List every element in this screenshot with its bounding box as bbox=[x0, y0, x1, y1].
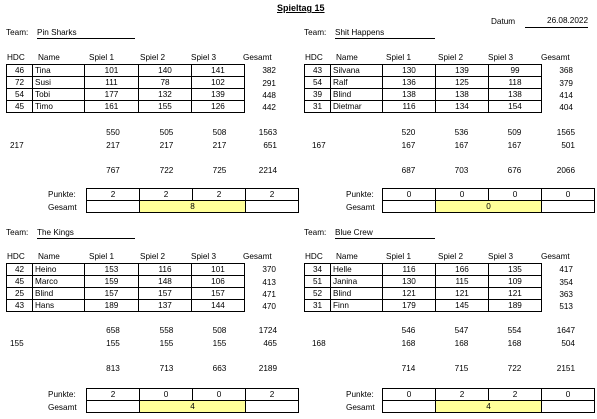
player-game3: 101 bbox=[192, 264, 245, 276]
date-label: Datum bbox=[491, 17, 516, 26]
player-name: Helle bbox=[331, 264, 383, 276]
player-game1: 179 bbox=[383, 300, 436, 312]
header-hdc: HDC bbox=[305, 252, 323, 261]
player-total: 291 bbox=[262, 79, 276, 88]
header-total: Gesamt bbox=[541, 252, 570, 261]
player-game3: 106 bbox=[192, 276, 245, 288]
player-name: Timo bbox=[33, 101, 85, 113]
hdc-game3: 155 bbox=[212, 339, 227, 348]
player-name: Susi bbox=[33, 77, 85, 89]
header-game2: Spiel 2 bbox=[140, 252, 166, 261]
player-game2: 115 bbox=[436, 276, 489, 288]
player-game3: 135 bbox=[489, 264, 542, 276]
team-name: The Kings bbox=[37, 228, 135, 239]
header-hdc: HDC bbox=[7, 252, 25, 261]
points-game1: 0 bbox=[383, 189, 436, 201]
points-total-label: Gesamt bbox=[346, 403, 375, 412]
player-game1: 130 bbox=[383, 276, 436, 288]
scratch-game2: 547 bbox=[454, 326, 469, 335]
header-total: Gesamt bbox=[541, 53, 570, 62]
points-sum-row bbox=[383, 201, 595, 213]
scratch-game1: 546 bbox=[401, 326, 416, 335]
player-game3: 141 bbox=[192, 65, 245, 77]
player-game3: 126 bbox=[192, 101, 245, 113]
final-game2: 703 bbox=[454, 166, 469, 175]
hdc-game1: 217 bbox=[106, 141, 120, 150]
hdc-game1: 168 bbox=[401, 339, 416, 348]
player-hdc: 43 bbox=[305, 65, 331, 77]
hdc-game3: 167 bbox=[507, 141, 522, 150]
final-total: 2151 bbox=[556, 364, 575, 373]
player-total: 382 bbox=[262, 66, 276, 75]
player-game2: 138 bbox=[436, 89, 489, 101]
player-game2: 134 bbox=[436, 101, 489, 113]
page-title: Spieltag 15 bbox=[277, 3, 325, 13]
player-game3: 118 bbox=[489, 77, 542, 89]
player-hdc: 34 bbox=[305, 264, 331, 276]
player-table bbox=[6, 64, 245, 113]
points-total-game: 0 bbox=[542, 389, 595, 401]
scratch-game1: 520 bbox=[401, 128, 416, 137]
header-hdc: HDC bbox=[305, 53, 323, 62]
player-game2: 139 bbox=[436, 65, 489, 77]
player-total: 413 bbox=[262, 278, 276, 287]
header-name: Name bbox=[38, 53, 60, 62]
team-label: Team: bbox=[304, 28, 327, 37]
points-game3: 0 bbox=[193, 389, 246, 401]
final-game3: 663 bbox=[212, 364, 227, 373]
points-game2: 0 bbox=[140, 389, 193, 401]
scratch-game2: 558 bbox=[159, 326, 174, 335]
player-game2: 78 bbox=[139, 77, 192, 89]
final-game2: 722 bbox=[159, 166, 174, 175]
hdc-total: 167 bbox=[312, 141, 326, 150]
player-game2: 137 bbox=[139, 300, 192, 312]
scratch-total: 1563 bbox=[258, 128, 277, 137]
player-game2: 145 bbox=[436, 300, 489, 312]
header-game3: Spiel 3 bbox=[191, 252, 217, 261]
points-sum: 4 bbox=[140, 401, 246, 413]
player-name: Blind bbox=[331, 89, 383, 101]
player-total: 471 bbox=[262, 290, 276, 299]
player-game1: 111 bbox=[85, 77, 139, 89]
player-total: 379 bbox=[559, 79, 573, 88]
header-game3: Spiel 3 bbox=[488, 252, 514, 261]
player-name: Tina bbox=[33, 65, 85, 77]
table-row bbox=[7, 77, 245, 89]
player-game1: 138 bbox=[383, 89, 436, 101]
player-game1: 189 bbox=[85, 300, 139, 312]
points-label: Punkte: bbox=[48, 190, 76, 199]
header-game1: Spiel 1 bbox=[386, 53, 412, 62]
hdc-row-total: 465 bbox=[263, 339, 277, 348]
player-total: 513 bbox=[559, 302, 573, 311]
team-label: Team: bbox=[6, 228, 29, 237]
player-game3: 138 bbox=[489, 89, 542, 101]
player-total: 417 bbox=[559, 265, 573, 274]
hdc-row-total: 501 bbox=[561, 141, 575, 150]
player-hdc: 39 bbox=[305, 89, 331, 101]
scratch-total: 1565 bbox=[556, 128, 575, 137]
player-name: Silvana bbox=[331, 65, 383, 77]
table-row bbox=[305, 300, 542, 312]
header-name: Name bbox=[38, 252, 60, 261]
points-game1: 0 bbox=[383, 389, 436, 401]
player-total: 354 bbox=[559, 278, 573, 287]
player-total: 404 bbox=[559, 103, 573, 112]
points-label: Punkte: bbox=[48, 390, 76, 399]
points-total-game: 2 bbox=[246, 389, 299, 401]
player-name: Tobi bbox=[33, 89, 85, 101]
header-name: Name bbox=[336, 252, 358, 261]
player-game3: 189 bbox=[489, 300, 542, 312]
header-total: Gesamt bbox=[243, 53, 272, 62]
player-game2: 140 bbox=[139, 65, 192, 77]
hdc-game1: 155 bbox=[106, 339, 120, 348]
player-name: Blind bbox=[331, 288, 383, 300]
table-row bbox=[305, 101, 542, 113]
hdc-total: 168 bbox=[312, 339, 326, 348]
player-game1: 177 bbox=[85, 89, 139, 101]
player-game2: 125 bbox=[436, 77, 489, 89]
player-total: 448 bbox=[262, 91, 276, 100]
player-table bbox=[6, 263, 245, 312]
hdc-total: 217 bbox=[10, 141, 24, 150]
table-row bbox=[7, 276, 245, 288]
player-total: 368 bbox=[559, 66, 573, 75]
player-total: 370 bbox=[262, 265, 276, 274]
hdc-game1: 167 bbox=[401, 141, 416, 150]
points-game1: 2 bbox=[87, 389, 140, 401]
player-hdc: 54 bbox=[7, 89, 33, 101]
points-sum-row bbox=[87, 201, 299, 213]
table-row bbox=[7, 264, 245, 276]
table-row bbox=[305, 65, 542, 77]
player-hdc: 25 bbox=[7, 288, 33, 300]
table-row bbox=[305, 276, 542, 288]
player-game3: 102 bbox=[192, 77, 245, 89]
final-game3: 722 bbox=[507, 364, 522, 373]
player-game3: 139 bbox=[192, 89, 245, 101]
hdc-game3: 217 bbox=[212, 141, 227, 150]
points-sum: 0 bbox=[436, 201, 542, 213]
player-game1: 153 bbox=[85, 264, 139, 276]
final-game3: 725 bbox=[212, 166, 227, 175]
points-total-label: Gesamt bbox=[48, 203, 77, 212]
scratch-game3: 508 bbox=[212, 326, 227, 335]
hdc-game2: 155 bbox=[159, 339, 174, 348]
scratch-game3: 554 bbox=[507, 326, 522, 335]
player-total: 414 bbox=[559, 91, 573, 100]
player-total: 442 bbox=[262, 103, 276, 112]
team-label: Team: bbox=[304, 228, 327, 237]
scratch-total: 1724 bbox=[258, 326, 277, 335]
points-sum-row bbox=[87, 401, 299, 413]
points-table bbox=[86, 188, 299, 213]
table-row bbox=[7, 89, 245, 101]
player-game2: 132 bbox=[139, 89, 192, 101]
points-row bbox=[383, 189, 595, 201]
hdc-total: 155 bbox=[10, 339, 24, 348]
hdc-game3: 168 bbox=[507, 339, 522, 348]
player-game3: 99 bbox=[489, 65, 542, 77]
points-total-label: Gesamt bbox=[48, 403, 77, 412]
table-row bbox=[305, 288, 542, 300]
player-game2: 148 bbox=[139, 276, 192, 288]
points-game3: 2 bbox=[193, 189, 246, 201]
points-row bbox=[87, 189, 299, 201]
player-name: Dietmar bbox=[331, 101, 383, 113]
final-game1: 813 bbox=[106, 364, 120, 373]
scratch-game2: 505 bbox=[159, 128, 174, 137]
player-name: Heino bbox=[33, 264, 85, 276]
player-game1: 116 bbox=[383, 264, 436, 276]
player-game1: 161 bbox=[85, 101, 139, 113]
scratch-game2: 536 bbox=[454, 128, 469, 137]
points-sum-row bbox=[383, 401, 595, 413]
final-total: 2066 bbox=[556, 166, 575, 175]
player-game1: 130 bbox=[383, 65, 436, 77]
points-total-game: 0 bbox=[542, 189, 595, 201]
player-game1: 136 bbox=[383, 77, 436, 89]
table-row bbox=[7, 288, 245, 300]
points-game3: 2 bbox=[489, 389, 542, 401]
header-hdc: HDC bbox=[7, 53, 25, 62]
final-total: 2214 bbox=[258, 166, 277, 175]
player-hdc: 46 bbox=[7, 65, 33, 77]
final-game1: 714 bbox=[401, 364, 416, 373]
final-game1: 767 bbox=[106, 166, 120, 175]
final-total: 2189 bbox=[258, 364, 277, 373]
scratch-total: 1647 bbox=[556, 326, 575, 335]
header-game1: Spiel 1 bbox=[89, 252, 115, 261]
player-hdc: 51 bbox=[305, 276, 331, 288]
player-hdc: 72 bbox=[7, 77, 33, 89]
player-game3: 121 bbox=[489, 288, 542, 300]
player-total: 363 bbox=[559, 290, 573, 299]
scratch-game1: 550 bbox=[106, 128, 120, 137]
player-total: 470 bbox=[262, 302, 276, 311]
team-name: Pin Sharks bbox=[37, 28, 135, 39]
scratch-game1: 658 bbox=[106, 326, 120, 335]
hdc-game2: 167 bbox=[454, 141, 469, 150]
table-row bbox=[305, 264, 542, 276]
table-row bbox=[305, 89, 542, 101]
hdc-row-total: 504 bbox=[561, 339, 575, 348]
player-game3: 154 bbox=[489, 101, 542, 113]
table-row bbox=[7, 65, 245, 77]
player-hdc: 45 bbox=[7, 101, 33, 113]
player-game1: 157 bbox=[85, 288, 139, 300]
player-name: Ralf bbox=[331, 77, 383, 89]
header-game2: Spiel 2 bbox=[438, 53, 464, 62]
points-game2: 0 bbox=[436, 189, 489, 201]
hdc-game2: 217 bbox=[159, 141, 174, 150]
points-game2: 2 bbox=[436, 389, 489, 401]
player-game2: 116 bbox=[139, 264, 192, 276]
points-sum: 4 bbox=[436, 401, 542, 413]
player-hdc: 42 bbox=[7, 264, 33, 276]
player-game2: 121 bbox=[436, 288, 489, 300]
points-game3: 0 bbox=[489, 189, 542, 201]
hdc-row-total: 651 bbox=[263, 141, 277, 150]
points-label: Punkte: bbox=[346, 190, 374, 199]
team-label: Team: bbox=[6, 28, 29, 37]
points-total-game: 2 bbox=[246, 189, 299, 201]
table-row bbox=[7, 300, 245, 312]
player-game3: 157 bbox=[192, 288, 245, 300]
final-game2: 713 bbox=[159, 364, 174, 373]
points-table bbox=[382, 188, 595, 213]
player-name: Janina bbox=[331, 276, 383, 288]
player-table bbox=[304, 263, 542, 312]
player-name: Blind bbox=[33, 288, 85, 300]
final-game3: 676 bbox=[507, 166, 522, 175]
player-hdc: 43 bbox=[7, 300, 33, 312]
team-name: Shit Happens bbox=[335, 28, 435, 39]
points-game2: 2 bbox=[140, 189, 193, 201]
table-row bbox=[305, 77, 542, 89]
player-table bbox=[304, 64, 542, 113]
final-game2: 715 bbox=[454, 364, 469, 373]
player-hdc: 31 bbox=[305, 101, 331, 113]
player-game1: 116 bbox=[383, 101, 436, 113]
player-name: Hans bbox=[33, 300, 85, 312]
hdc-game2: 168 bbox=[454, 339, 469, 348]
header-game3: Spiel 3 bbox=[191, 53, 217, 62]
team-name: Blue Crew bbox=[335, 228, 435, 239]
player-name: Marco bbox=[33, 276, 85, 288]
header-game1: Spiel 1 bbox=[386, 252, 412, 261]
table-row bbox=[7, 101, 245, 113]
points-table bbox=[382, 388, 595, 413]
points-label: Punkte: bbox=[346, 390, 374, 399]
final-game1: 687 bbox=[401, 166, 416, 175]
points-total-label: Gesamt bbox=[346, 203, 375, 212]
player-hdc: 52 bbox=[305, 288, 331, 300]
points-row bbox=[383, 389, 595, 401]
player-game1: 121 bbox=[383, 288, 436, 300]
player-hdc: 31 bbox=[305, 300, 331, 312]
player-name: Finn bbox=[331, 300, 383, 312]
points-game1: 2 bbox=[87, 189, 140, 201]
points-sum: 8 bbox=[140, 201, 246, 213]
player-game3: 109 bbox=[489, 276, 542, 288]
player-hdc: 54 bbox=[305, 77, 331, 89]
player-game2: 166 bbox=[436, 264, 489, 276]
player-game2: 155 bbox=[139, 101, 192, 113]
points-row bbox=[87, 389, 299, 401]
header-name: Name bbox=[336, 53, 358, 62]
player-hdc: 45 bbox=[7, 276, 33, 288]
date-value: 26.08.2022 bbox=[525, 16, 588, 28]
scratch-game3: 509 bbox=[507, 128, 522, 137]
header-game2: Spiel 2 bbox=[438, 252, 464, 261]
player-game1: 159 bbox=[85, 276, 139, 288]
points-table bbox=[86, 388, 299, 413]
player-game1: 101 bbox=[85, 65, 139, 77]
player-game3: 144 bbox=[192, 300, 245, 312]
player-game2: 157 bbox=[139, 288, 192, 300]
header-total: Gesamt bbox=[243, 252, 272, 261]
scratch-game3: 508 bbox=[212, 128, 227, 137]
header-game3: Spiel 3 bbox=[488, 53, 514, 62]
header-game2: Spiel 2 bbox=[140, 53, 166, 62]
header-game1: Spiel 1 bbox=[89, 53, 115, 62]
